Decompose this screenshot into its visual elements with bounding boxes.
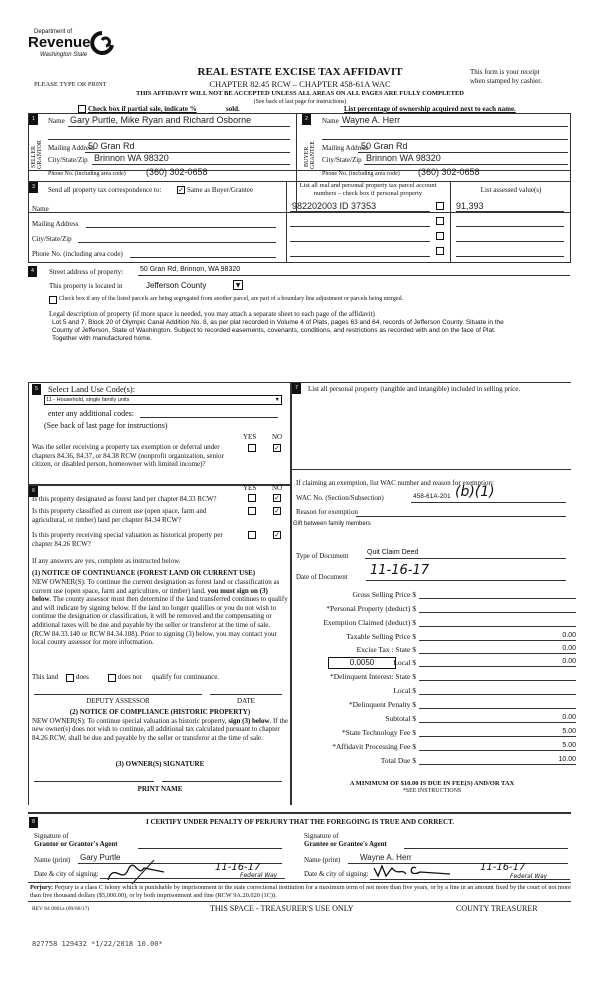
fee-row	[296, 672, 566, 683]
line	[138, 275, 570, 276]
does-checkbox[interactable]	[66, 674, 74, 682]
assessed-value[interactable]	[456, 226, 564, 227]
fee-value[interactable]: 0.00	[419, 714, 576, 723]
logo-main: Revenue	[28, 34, 91, 51]
date-city-label: Date & city of signing:	[34, 870, 99, 878]
personal-property-checkbox[interactable]	[436, 202, 444, 210]
logo-top: Department of	[34, 29, 73, 35]
no-checkbox[interactable]: ✓	[274, 531, 280, 539]
grantee-signature-icon	[372, 862, 452, 880]
seller-mailing-label: Mailing Address	[48, 144, 95, 152]
local-rate-field[interactable]: 0.0050	[328, 657, 396, 669]
grantor-city: Federal Way	[240, 872, 278, 879]
line	[364, 164, 568, 165]
fee-value[interactable]	[419, 604, 576, 613]
wac-label: WAC No. (Section/Subsection)	[296, 494, 384, 502]
text: NEW OWNER(S): To continue special valuation as historic property,	[32, 717, 229, 725]
yes-header: YES	[243, 484, 257, 492]
text: NEW OWNER(S): To continue the current designation as forest land or classification as current use (open space, farm and agriculture, or timber) land,	[32, 578, 280, 595]
fee-value[interactable]: 5.00	[419, 728, 576, 737]
fee-value[interactable]	[419, 686, 576, 695]
form-title: REAL ESTATE EXCISE TAX AFFIDAVIT	[197, 66, 403, 78]
segregated-checkbox[interactable]	[49, 296, 57, 304]
street-field[interactable]: 50 Gran Rd, Brinnon, WA 98320	[140, 266, 241, 273]
see-back-5: (See back of last page for instructions)	[44, 421, 168, 430]
sold-label: sold.	[226, 105, 240, 113]
land-use-value: 11 - Household, single family units	[46, 397, 130, 403]
send-label: Send all property tax correspondence to:	[48, 186, 162, 194]
fee-label: Gross Selling Price $	[352, 590, 416, 599]
text: Perjury is a class C felony which is punishable by imprisonment in the state correctional institution for a maximum term of not more than five years, or by a fine in an amount fixed by the court of not more than five thousand dollars ($5,000.00), or by both imprisonment and fine (RCW 9A.20.020 (1C)).	[30, 884, 571, 899]
fee-label: *Delinquent Interest: State $	[329, 672, 416, 681]
fee-row	[296, 686, 566, 697]
fee-row	[296, 700, 566, 711]
see-instructions: *SEE INSTRUCTIONS	[402, 788, 462, 794]
located-label: This property is located in	[49, 282, 123, 290]
fee-label: *Delinquent Penalty $	[348, 700, 416, 709]
question-historic: Is this property receiving special valuation as historical property per chapter 84.26 RCW?	[32, 531, 223, 548]
doc-type-label: Type of Document	[296, 552, 349, 560]
no-header: NO	[272, 484, 283, 492]
treasurer-space: THIS SPACE - TREASURER'S USE ONLY	[210, 904, 354, 913]
fee-label: Local $	[393, 658, 416, 667]
print-name-label: PRINT NAME	[137, 785, 183, 793]
divider	[28, 901, 571, 902]
ownership-note: List percentage of ownership acquired next to each name.	[344, 105, 516, 113]
fee-row	[296, 742, 576, 753]
section-number: 1	[29, 114, 38, 125]
doc-date-label: Date of Document	[296, 573, 348, 581]
seller-city-label: City/State/Zip	[48, 156, 88, 164]
date-line[interactable]	[210, 694, 282, 695]
fee-value[interactable]	[419, 590, 576, 599]
line	[365, 558, 566, 559]
additional-codes-field[interactable]	[140, 417, 278, 418]
corr-city-field[interactable]	[78, 242, 276, 243]
buyer-phone-label: Phone No. (including area code)	[322, 171, 400, 177]
fee-row	[296, 618, 566, 629]
does-label: does	[76, 673, 89, 681]
minimum-due-note: A MINIMUM OF $10.00 IS DUE IN FEE(S) AND/OR TAX	[349, 780, 515, 787]
seller-side-label: SELLER GRANTOR	[31, 140, 43, 169]
section-number: 8	[29, 817, 38, 828]
fee-row	[296, 590, 566, 601]
seller-phone-label: Phone No. (including area code)	[48, 171, 126, 177]
personal-property-checkbox[interactable]	[436, 217, 444, 225]
corr-name-label: Name	[32, 205, 49, 213]
reason-value[interactable]: Gift between family members	[293, 521, 371, 527]
land-use-select[interactable]	[44, 395, 282, 405]
fee-label: *Personal Property (deduct) $	[326, 604, 416, 613]
fee-label: *Affidavit Processing Fee $	[332, 742, 416, 751]
county-select[interactable]: Jefferson County	[146, 281, 207, 290]
buyer-mailing-field[interactable]: 50 Gran Rd	[361, 141, 408, 151]
section-number: 6	[29, 486, 38, 497]
no-checkbox[interactable]: ✓	[274, 507, 280, 515]
no-checkbox[interactable]: ✓	[274, 444, 280, 452]
fee-value[interactable]: 0.00	[419, 632, 576, 641]
divider	[28, 812, 571, 814]
fee-row	[296, 714, 576, 725]
corr-phone-field[interactable]	[130, 257, 276, 258]
fee-row	[296, 658, 576, 669]
section-number: 5	[32, 384, 41, 395]
name-print-label: Name (print)	[34, 856, 71, 864]
continuance-title: (1) NOTICE OF CONTINUANCE (FOREST LAND OR CURRENT USE)	[32, 569, 256, 577]
assessed-header: List assessed value(s)	[480, 186, 542, 194]
logo-swoosh-icon	[90, 30, 114, 56]
date-label: DATE	[237, 697, 255, 705]
buyer-city-label: City/State/Zip	[322, 156, 362, 164]
fee-row	[296, 756, 576, 767]
owner-signature-line[interactable]	[162, 781, 282, 782]
legal-label: Legal description of property (if more space is needed, you may attach a separate sheet to each page of the affidavit)	[49, 310, 375, 318]
fee-value[interactable]: 0.00	[419, 658, 576, 667]
qualify-label: qualify for continuance.	[152, 673, 220, 681]
grantor-signature-line[interactable]	[138, 848, 282, 849]
assessed-value[interactable]	[456, 256, 564, 257]
divider	[286, 181, 287, 263]
same-as-buyer-checkbox[interactable]: ✓	[178, 186, 184, 194]
question-forest: Is this property designated as forest land per chapter 84.33 RCW?	[32, 495, 217, 503]
grantee-city: Federal Way	[510, 873, 548, 880]
grantor-name-field[interactable]: Gary Purtle	[80, 853, 121, 862]
seller-mailing-field[interactable]: 50 Gran Rd	[88, 141, 135, 151]
receipt-line2: when stamped by cashier.	[470, 77, 542, 85]
fee-value[interactable]: 0.00	[419, 645, 576, 654]
personal-property-checkbox[interactable]	[436, 247, 444, 255]
see-back: (See back of last page for instructions)	[253, 99, 347, 105]
reason-label: Reason for exemption	[296, 508, 358, 516]
warning-text: THIS AFFIDAVIT WILL NOT BE ACCEPTED UNLESS ALL AREAS ON ALL PAGES ARE FULLY COMPLETED	[136, 90, 464, 97]
compliance-text	[32, 717, 288, 742]
fee-label: Excise Tax : State $	[356, 645, 416, 654]
fee-row	[296, 604, 566, 615]
receipt-line1: This form is your receipt	[470, 68, 540, 76]
text: sign (3) below	[228, 717, 270, 725]
fee-label: Local $	[393, 686, 416, 695]
exemption-label: If claiming an exemption, list WAC number and reason for exemption:	[296, 479, 494, 487]
corr-city-label: City/State/Zip	[32, 235, 72, 243]
divider	[450, 181, 451, 263]
fee-value[interactable]	[419, 618, 576, 627]
sig-of-label: Signature of	[304, 832, 339, 840]
section-number: 4	[28, 266, 37, 277]
additional-codes-label: enter any additional codes:	[48, 409, 134, 418]
section-number: 2	[302, 114, 311, 125]
form-chapter: CHAPTER 82.45 RCW – CHAPTER 458-61A WAC	[209, 79, 391, 89]
grantee-signature-line[interactable]	[404, 848, 568, 849]
yes-header: YES	[243, 433, 257, 441]
yes-checkbox[interactable]	[248, 531, 256, 539]
buyer-side-label: BUYER GRANTEE	[304, 141, 316, 169]
reason-field[interactable]	[356, 516, 566, 517]
deputy-signature-line[interactable]	[34, 694, 202, 695]
personal-property-box	[291, 382, 571, 470]
fee-label: Exemption Claimed (deduct) $	[323, 618, 416, 627]
section-number: 3	[29, 182, 38, 193]
wac-field[interactable]: 458-61A-201	[413, 493, 451, 500]
does-not-label: does not	[118, 673, 142, 681]
certify-statement: I CERTIFY UNDER PENALTY OF PERJURY THAT THE FOREGOING IS TRUE AND CORRECT.	[145, 818, 454, 826]
parcel-number[interactable]	[290, 241, 430, 242]
fee-label: Total Due $	[380, 756, 416, 765]
fee-row	[296, 632, 576, 643]
yes-checkbox[interactable]	[248, 494, 256, 502]
no-header: NO	[272, 433, 283, 441]
this-land-label: This land	[32, 673, 59, 681]
grantee-name-field[interactable]: Wayne A. Herr	[360, 853, 412, 862]
parcel-number[interactable]	[290, 256, 430, 257]
grantee-agent-label: Grantee or Grantee's Agent	[304, 840, 387, 848]
exemption-question: Was the seller receiving a property tax exemption or deferral under chapters 84.36, 84.37, or 84.38 RCW (nonprofit organization, senior citizen, or disabled person, homeowner with limited income)?	[32, 443, 224, 468]
buyer-mailing-label: Mailing Address	[322, 144, 369, 152]
county-treasurer: COUNTY TREASURER	[456, 904, 538, 913]
section-number: 7	[292, 383, 301, 394]
personal-property-label: List all personal property (tangible and intangible) included in selling price.	[308, 385, 521, 393]
county-dropdown-icon[interactable]: ▼	[233, 280, 243, 290]
fee-value[interactable]	[419, 700, 576, 709]
deputy-label: DEPUTY ASSESSOR	[86, 697, 150, 705]
buyer-name-label: Name	[322, 117, 339, 125]
yes-checkbox[interactable]	[248, 507, 256, 515]
line	[68, 126, 290, 127]
line	[411, 502, 566, 503]
line	[100, 878, 285, 879]
seller-phone-field[interactable]: (360) 302-0658	[146, 167, 208, 177]
land-use-label: Select Land Use Code(s):	[48, 384, 136, 394]
buyer-name-field[interactable]: Wayne A. Herr	[342, 115, 401, 125]
segregated-note: Check box if any of the listed parcels are being segregated from another parcel, are part of a boundary line adjustment or parcels being merged.	[59, 296, 404, 302]
fee-value[interactable]: 5.00	[419, 742, 576, 751]
corr-name-field[interactable]	[54, 212, 276, 213]
legal-description[interactable]: Lot 5 and 7, Block 20 of Olympic Canal Addition No. 8, as per plat recorded in Volume 4 of Plats, pages 63 and 64, records of Jefferson County. Situate in the County of Jefferson, State of Washington. Subject to recorded easements, covenants, conditions, and restrictions as recorded with and on the face of Plat. Together with manufactured home.	[52, 319, 504, 342]
fee-value[interactable]: 10.00	[419, 756, 576, 765]
does-not-checkbox[interactable]	[108, 674, 116, 682]
cashier-stamp: 827758 129432 *1/22/2018 10.00*	[32, 940, 163, 948]
no-checkbox[interactable]: ✓	[274, 494, 280, 502]
grantor-agent-label: Grantor or Grantor's Agent	[34, 840, 118, 848]
fee-label: Taxable Selling Price $	[346, 632, 416, 641]
grantor-date: 11-16-17	[215, 862, 261, 873]
date-city-label: Date & city of signing:	[304, 870, 369, 878]
partial-sale-label: Check box if partial sale, indicate %	[88, 105, 197, 113]
type-or-print: PLEASE TYPE OR PRINT	[34, 81, 107, 88]
continuance-text	[32, 578, 288, 647]
corr-mailing-field[interactable]	[86, 227, 276, 228]
sig-of-label: Signature of	[34, 832, 69, 840]
name-print-label: Name (print)	[304, 856, 341, 864]
line	[48, 139, 290, 140]
divider	[291, 470, 292, 805]
yes-checkbox[interactable]	[248, 444, 256, 452]
partial-sale-checkbox[interactable]	[78, 105, 86, 113]
corr-phone-label: Phone No. (including area code)	[32, 250, 123, 258]
owner-signature-label: (3) OWNER(S) SIGNATURE	[115, 760, 205, 768]
buyer-city-field[interactable]: Brinnon WA 98320	[366, 153, 441, 163]
parcel-header: List all real and personal property tax parcel account numbers – check box if personal property	[299, 182, 437, 197]
line	[370, 879, 570, 880]
fee-label: *State Technology Fee $	[341, 728, 416, 737]
fee-label: Subtotal $	[385, 714, 416, 723]
street-label: Street address of property:	[49, 268, 124, 276]
parcel-number[interactable]: 982202003 ID 37353	[292, 201, 377, 211]
line	[322, 139, 568, 140]
doc-date-field[interactable]: 11-16-17	[370, 563, 430, 578]
parcel-number[interactable]	[290, 226, 430, 227]
line	[340, 126, 568, 127]
line	[456, 211, 564, 212]
text: Perjury:	[30, 884, 54, 891]
fee-value[interactable]	[419, 672, 576, 681]
buyer-phone-field[interactable]: (360) 302-0658	[418, 167, 480, 177]
assessed-value[interactable]	[456, 241, 564, 242]
logo-sub: Washington State	[40, 52, 88, 58]
seller-name-field[interactable]: Gary Purtle, Mike Ryan and Richard Osborne	[70, 115, 252, 125]
owner-signature-line[interactable]	[34, 781, 154, 782]
compliance-title: (2) NOTICE OF COMPLIANCE (HISTORIC PROPERTY)	[69, 708, 251, 716]
line	[290, 211, 430, 212]
fee-row	[296, 728, 576, 739]
grantee-date: 11-16-17	[480, 862, 526, 873]
text: . The county assessor must then determine if the land transferred continues to qualify and will indicate by signing below. If the land no longer qualifies or you do not wish to continue the designation or classification, it will be removed and the compensating or additional taxes will be due and payable by the seller or transferor at the time of sale. (RCW 84.33.140 or RCW 84.34.108). Prior to signing (3) below, you may contact your local county assessor for more information.	[32, 595, 288, 647]
chevron-down-icon: ▼	[274, 397, 280, 403]
if-yes-note: If any answers are yes, complete as instructed below.	[32, 557, 181, 565]
corr-mailing-label: Mailing Address	[32, 220, 79, 228]
divider	[28, 882, 571, 883]
line	[92, 164, 290, 165]
text: you must sign on (3) below	[32, 586, 268, 604]
seller-city-field[interactable]: Brinnon WA 98320	[94, 153, 169, 163]
question-current-use: Is this property classified as current use (open space, farm and agricultural, or timber) land per chapter 84.34 RCW?	[32, 507, 207, 524]
assessed-value[interactable]: 91,393	[456, 201, 484, 211]
seller-name-label: Name	[48, 117, 65, 125]
text: . If the new owner(s) does not wish to continue, all additional tax calculated pursuant to chapter 84.26 RCW, shall be due and payable by the seller or transferor at the time of sale.	[32, 717, 289, 742]
line	[366, 580, 566, 581]
doc-type-field[interactable]: Quit Claim Deed	[367, 549, 419, 556]
wac-handwritten: (b)(1)	[455, 484, 495, 500]
form-revision: REV 84 0001a (09/06/17)	[32, 906, 90, 912]
perjury-statement	[30, 884, 575, 900]
personal-property-checkbox[interactable]	[436, 232, 444, 240]
fee-row	[296, 645, 576, 656]
same-as-label: Same as Buyer/Grantee	[187, 186, 254, 194]
